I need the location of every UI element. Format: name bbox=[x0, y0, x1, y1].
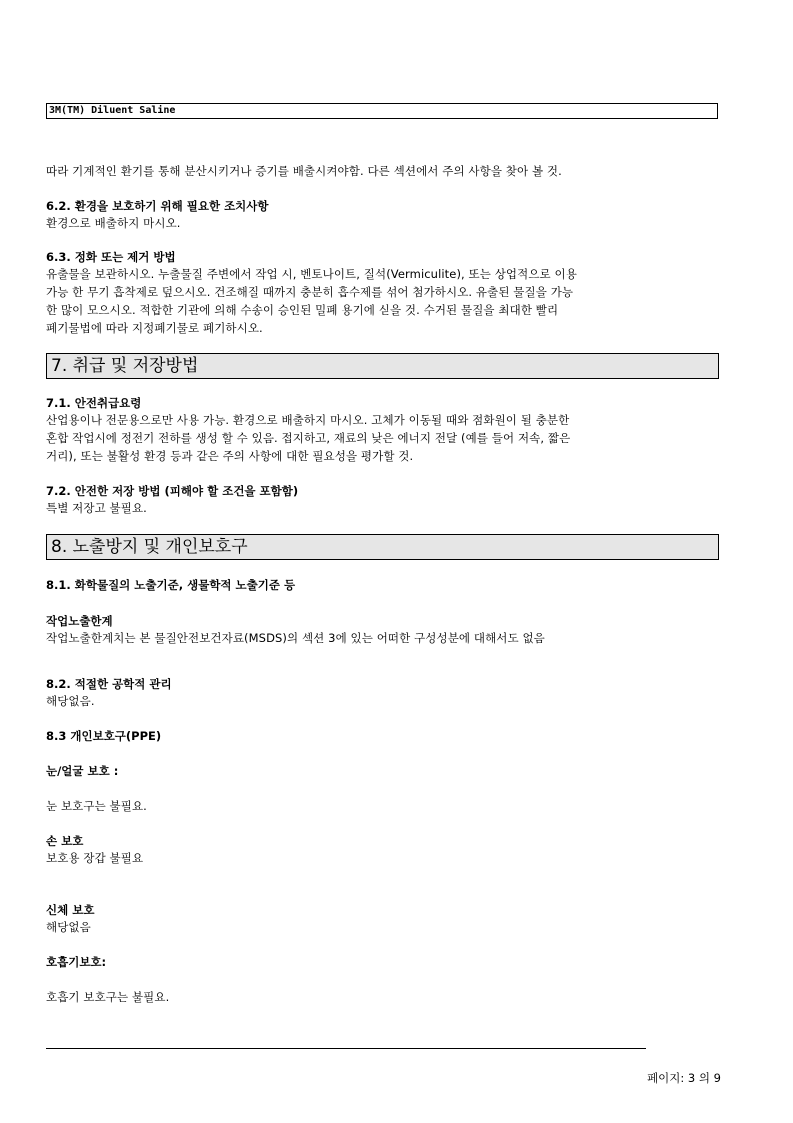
exposure-limits-text: 작업노출한계치는 본 물질안전보건자료(MSDS)의 섹션 3에 있는 어떠한 구성성분에 대해서도 없음 bbox=[46, 631, 545, 645]
respiratory-protection-heading: 호흡기보호: bbox=[46, 955, 107, 969]
section-7-1-line: 산업용이나 전문용으로만 사용 가능. 환경으로 배출하지 마시오. 고체가 이동될 때와 점화원이 될 충분한 bbox=[46, 413, 570, 427]
section-8-3-heading: 8.3 개인보호구(PPE) bbox=[46, 729, 162, 743]
section-8-title: 8. 노출방지 및 개인보호구 bbox=[46, 534, 719, 560]
section-8-2-heading: 8.2. 적절한 공학적 관리 bbox=[46, 677, 172, 691]
page-number: 페이지: 3 의 9 bbox=[647, 1071, 721, 1085]
footer-divider bbox=[46, 1048, 646, 1049]
body-protection-text: 해당없음 bbox=[46, 920, 91, 934]
section-6-3-line: 폐기물법에 따라 지정폐기물로 폐기하시오. bbox=[46, 321, 263, 335]
intro-line: 따라 기계적인 환기를 통해 분산시키거나 증기를 배출시켜야함. 다른 섹션에서 주의 사항을 찾아 볼 것. bbox=[46, 164, 562, 178]
section-7-1-line: 혼합 작업시에 정전기 전하를 생성 할 수 있음. 접지하고, 재료의 낮은 에너지 전달 (예를 들어 저속, 짧은 bbox=[46, 431, 571, 445]
hand-protection-text: 보호용 장갑 불필요 bbox=[46, 851, 144, 865]
product-name: 3M(TM) Diluent Saline bbox=[49, 105, 176, 116]
section-6-3-line: 한 많이 모으시오. 적합한 기관에 의해 수송이 승인된 밀폐 용기에 싣을 것. 수거된 물질을 최대한 빨리 bbox=[46, 303, 559, 317]
section-8-2-text: 해당없음. bbox=[46, 694, 95, 708]
document-header bbox=[46, 103, 718, 119]
section-6-3-line: 가능 한 무기 흡착제로 덮으시오. 건조해질 때까지 충분히 흡수제를 섞어 첨가하시오. 유출된 물질을 가능 bbox=[46, 285, 574, 299]
section-6-2-heading: 6.2. 환경을 보호하기 위해 필요한 조치사항 bbox=[46, 199, 269, 213]
section-7-2-text: 특별 저장고 불필요. bbox=[46, 501, 147, 515]
exposure-limits-heading: 작업노출한계 bbox=[46, 614, 113, 628]
section-6-2-text: 환경으로 배출하지 마시오. bbox=[46, 216, 181, 230]
section-7-1-heading: 7.1. 안전취급요령 bbox=[46, 396, 142, 410]
section-7-title: 7. 취급 및 저장방법 bbox=[46, 353, 719, 379]
section-6-3-heading: 6.3. 정화 또는 제거 방법 bbox=[46, 250, 176, 264]
eye-face-protection-heading: 눈/얼굴 보호 : bbox=[46, 764, 119, 778]
section-6-3-line: 유출물을 보관하시오. 누출물질 주변에서 작업 시, 벤토나이트, 질석(Vermiculite), 또는 상업적으로 이용 bbox=[46, 267, 577, 281]
section-7-2-heading: 7.2. 안전한 저장 방법 (피해야 할 조건을 포함함) bbox=[46, 484, 299, 498]
hand-protection-heading: 손 보호 bbox=[46, 834, 84, 848]
eye-face-protection-text: 눈 보호구는 불필요. bbox=[46, 799, 147, 813]
body-protection-heading: 신체 보호 bbox=[46, 903, 95, 917]
section-7-1-line: 거리), 또는 불활성 환경 등과 같은 주의 사항에 대한 필요성을 평가할 것. bbox=[46, 449, 414, 463]
section-8-1-heading: 8.1. 화학물질의 노출기준, 생물학적 노출기준 등 bbox=[46, 578, 296, 592]
respiratory-protection-text: 호흡기 보호구는 불필요. bbox=[46, 990, 170, 1004]
